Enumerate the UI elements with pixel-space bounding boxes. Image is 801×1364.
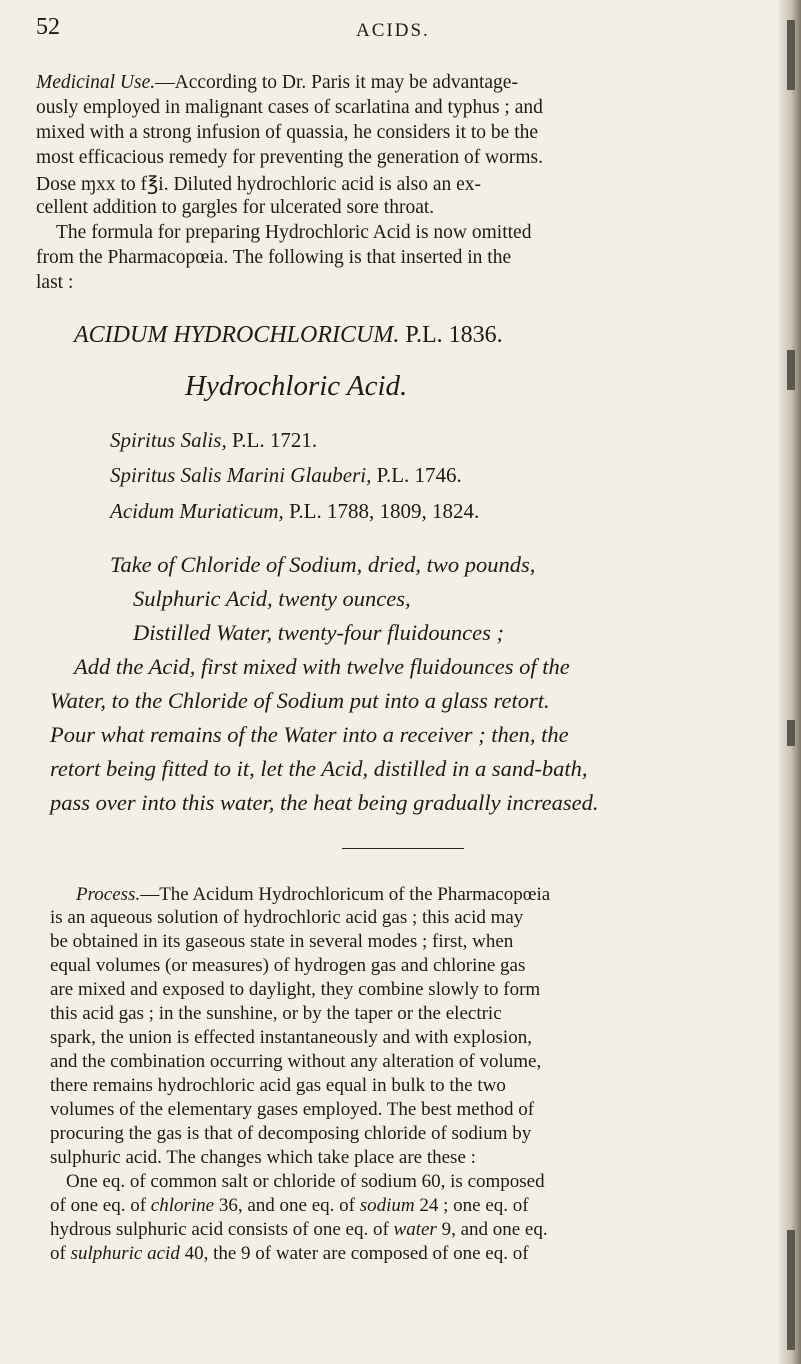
process-heading: Process.	[76, 884, 141, 905]
page-edge-shadow	[779, 0, 801, 1364]
recipe-line: Pour what remains of the Water into a receiver ; then, the	[50, 722, 569, 747]
process-line: sulphuric acid. The changes which take place are these :	[50, 1147, 476, 1168]
medicinal-line: Dose ɱxx to f℥i. Diluted hydrochloric acid is also an ex-	[36, 174, 482, 195]
recipe-line: Distilled Water, twenty-four fluidounces ;	[133, 620, 505, 645]
recipe-line: Take of Chloride of Sodium, dried, two pounds,	[110, 552, 536, 577]
process-line: there remains hydrochloric acid gas equal in bulk to the two	[50, 1075, 506, 1096]
running-head: ACIDS.	[356, 20, 430, 41]
synonym-line: Acidum Muriaticum, P.L. 1788, 1809, 1824.	[110, 499, 480, 523]
medicinal-line: Medicinal Use.—According to Dr. Paris it may be advantage-	[36, 72, 518, 93]
medicinal-line: The formula for preparing Hydrochloric Acid is now omitted	[56, 222, 532, 243]
medicinal-heading: Medicinal Use.	[36, 72, 156, 93]
process-line: of sulphuric acid 40, the 9 of water are composed of one eq. of	[50, 1243, 529, 1264]
medicinal-line: most efficacious remedy for preventing the generation of worms.	[36, 147, 544, 168]
edge-stain	[787, 720, 795, 746]
recipe-line: Sulphuric Acid, twenty ounces,	[133, 586, 411, 611]
process-line: be obtained in its gaseous state in several modes ; first, when	[50, 931, 514, 952]
edge-stain	[787, 20, 795, 90]
edge-stain	[787, 1230, 795, 1350]
process-line: Process.—The Acidum Hydrochloricum of the Pharmacopœia	[76, 884, 551, 905]
process-line: spark, the union is effected instantaneously and with explosion,	[50, 1027, 532, 1048]
process-line: One eq. of common salt or chloride of sodium 60, is composed	[66, 1171, 545, 1192]
recipe-line: retort being fitted to it, let the Acid, distilled in a sand-bath,	[50, 756, 588, 781]
medicinal-line: mixed with a strong infusion of quassia, he considers it to be the	[36, 122, 539, 143]
process-line: is an aqueous solution of hydrochloric acid gas ; this acid may	[50, 907, 524, 928]
synonym-line: Spiritus Salis, P.L. 1721.	[110, 428, 318, 452]
formula-title: ACIDUM HYDROCHLORICUM. P.L. 1836.	[74, 322, 503, 348]
edge-stain	[787, 350, 795, 390]
formula-subtitle: Hydrochloric Acid.	[185, 370, 408, 402]
process-line: and the combination occurring without any alteration of volume,	[50, 1051, 542, 1072]
section-divider	[342, 848, 464, 849]
process-line: hydrous sulphuric acid consists of one eq. of water 9, and one eq.	[50, 1219, 548, 1240]
process-line: of one eq. of chlorine 36, and one eq. of sodium 24 ; one eq. of	[50, 1195, 529, 1216]
process-line: volumes of the elementary gases employed. The best method of	[50, 1099, 535, 1120]
process-line: equal volumes (or measures) of hydrogen gas and chlorine gas	[50, 955, 526, 976]
process-line: this acid gas ; in the sunshine, or by the taper or the electric	[50, 1003, 502, 1024]
medicinal-line: cellent addition to gargles for ulcerated sore throat.	[36, 197, 435, 218]
recipe-line: Add the Acid, first mixed with twelve fluidounces of the	[74, 654, 570, 679]
recipe-line: Water, to the Chloride of Sodium put into a glass retort.	[50, 688, 550, 713]
medicinal-line: from the Pharmacopœia. The following is that inserted in the	[36, 247, 512, 268]
page-number: 52	[36, 14, 60, 40]
process-line: are mixed and exposed to daylight, they combine slowly to form	[50, 979, 541, 1000]
process-line: procuring the gas is that of decomposing chloride of sodium by	[50, 1123, 532, 1144]
medicinal-line: ously employed in malignant cases of scarlatina and typhus ; and	[36, 97, 543, 118]
synonym-line: Spiritus Salis Marini Glauberi, P.L. 1746.	[110, 463, 462, 487]
medicinal-line: last :	[36, 272, 74, 293]
recipe-line: pass over into this water, the heat being gradually increased.	[50, 790, 599, 815]
